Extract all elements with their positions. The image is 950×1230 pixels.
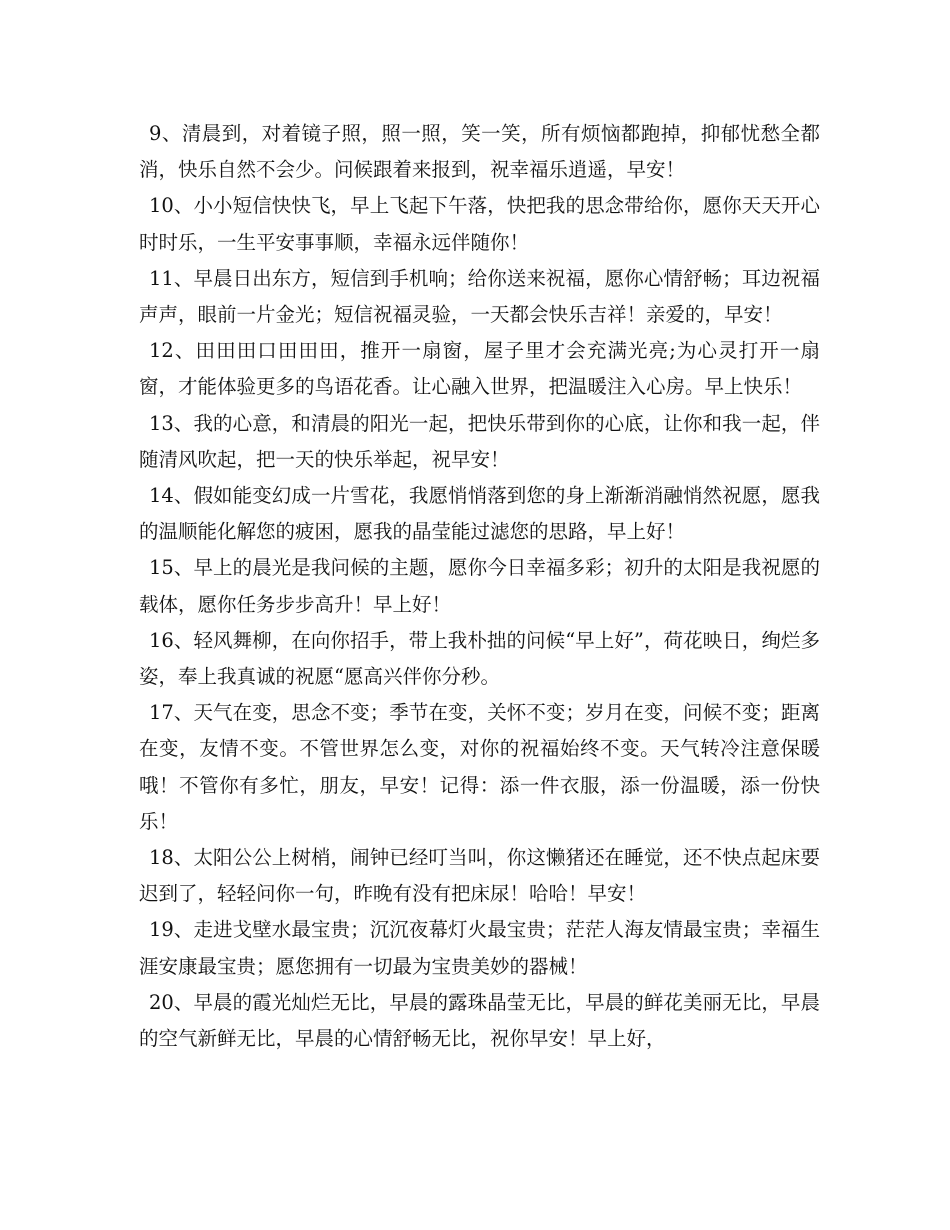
greeting-paragraph-13: 13、我的心意，和清晨的阳光一起，把快乐带到你的心底，让你和我一起，伴随清风吹起，把一天的快乐举起，祝早安！: [139, 411, 820, 471]
greeting-paragraph-16: 16、轻风舞柳，在向你招手，带上我朴拙的问候“早上好”，荷花映日，绚烂多姿，奉上我真诚的祝愿“愿高兴伴你分秒。: [139, 628, 820, 689]
greeting-paragraph-19: 19、走进戈壁水最宝贵；沉沉夜幕灯火最宝贵；茫茫人海友情最宝贵；幸福生涯安康最宝贵；愿您拥有一切最为宝贵美妙的器械！: [139, 918, 820, 978]
greeting-paragraph-9: 9、清晨到，对着镜子照，照一照，笑一笑，所有烦恼都跑掉，抑郁忧愁全都消，快乐自然不会少。问候跟着来报到，祝幸福乐逍遥，早安！: [139, 122, 820, 182]
greeting-paragraph-10: 10、小小短信快快飞，早上飞起下午落，快把我的思念带给你，愿你天天开心时时乐，一生平安事事顺，幸福永远伴随你！: [139, 194, 820, 254]
greeting-paragraph-11: 11、早晨日出东方，短信到手机响；给你送来祝福，愿你心情舒畅；耳边祝福声声，眼前一片金光；短信祝福灵验，一天都会快乐吉祥！亲爱的，早安！: [139, 266, 820, 327]
greeting-paragraph-18: 18、太阳公公上树梢，闹钟已经叮当叫，你这懒猪还在睡觉，还不快点起床要迟到了，轻轻问你一句，昨晚有没有把床尿！哈哈！早安！: [139, 846, 820, 906]
greeting-paragraph-17: 17、天气在变，思念不变；季节在变，关怀不变；岁月在变，问候不变；距离在变，友情不变。不管世界怎么变，对你的祝福始终不变。天气转冷注意保暖哦！不管你有多忙，朋友，早安！记得：添一件衣服，添一份温暖，添一份快乐！: [139, 701, 820, 833]
greeting-paragraph-20: 20、早晨的霞光灿烂无比，早晨的露珠晶莹无比，早晨的鲜花美丽无比，早晨的空气新鲜无比，早晨的心情舒畅无比，祝你早安！早上好，: [139, 990, 820, 1051]
greeting-paragraph-12: 12、田田田口田田田，推开一扇窗，屋子里才会充满光亮;为心灵打开一扇窗，才能体验更多的鸟语花香。让心融入世界，把温暖注入心房。早上快乐！: [139, 339, 820, 399]
greeting-paragraph-15: 15、早上的晨光是我问候的主题，愿你今日幸福多彩；初升的太阳是我祝愿的载体，愿你任务步步高升！早上好！: [139, 556, 820, 616]
greeting-paragraph-14: 14、假如能变幻成一片雪花，我愿悄悄落到您的身上渐渐消融悄然祝愿，愿我的温顺能化解您的疲困，愿我的晶莹能过滤您的思路，早上好！: [139, 484, 820, 544]
